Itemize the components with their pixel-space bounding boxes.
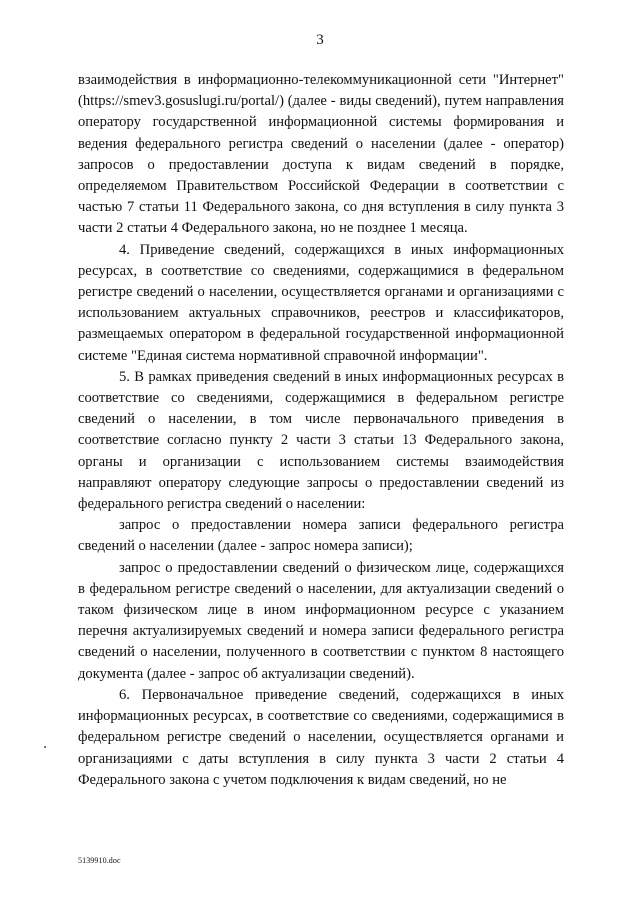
paragraph-6: 6. Первоначальное приведение сведений, содержащихся в иных информационных ресурсах, в соответствие со сведениями, содержащимися в федеральном регистре сведений о населении, осуществляется органами и организациями с даты вступления в силу пункта 3 части 2 статьи 4 Федерального закона с учетом подключения к видам сведений, но не bbox=[78, 686, 564, 788]
paragraph-continuation: взаимодействия в информационно-телекоммуникационной сети "Интернет" (https://smev3.gosuslugi.ru/portal/) (далее - виды сведений), путем направления оператору государственной информационной системы формирования и ведения федерального регистра сведений о населении (далее - оператор) запросов о предоставлении доступа к видам сведений в порядке, определяемом Правительством Российской Федерации в соответствии с частью 7 статьи 11 Федерального закона, со дня вступления в силу пункта 3 части 2 статьи 4 Федерального закона, но не позднее 1 месяца. bbox=[78, 72, 564, 237]
document-body bbox=[78, 70, 564, 791]
footer-document-code: 5139910.doc bbox=[78, 856, 121, 865]
paragraph-5-item-record-number-request: запрос о предоставлении номера записи федерального регистра сведений о населении (далее - запрос номера записи); bbox=[78, 517, 564, 555]
scan-speck bbox=[44, 746, 46, 748]
paragraph-5-item-update-request: запрос о предоставлении сведений о физическом лице, содержащихся в федеральном регистре сведений о населении, для актуализации сведений о таком физическом лице в ином информационном ресурсе с указанием перечня актуализируемых сведений и номера записи федерального регистра сведений о населении, полученного в соответствии с пунктом 8 настоящего документа (далее - запрос об актуализации сведений). bbox=[78, 559, 564, 682]
paragraph-5: 5. В рамках приведения сведений в иных информационных ресурсах в соответствие со сведениями, содержащимися в федеральном регистре сведений о населении, в том числе первоначального приведения в соответствие согласно пункту 2 части 3 статьи 13 Федерального закона, органы и организации с использованием системы взаимодействия направляют оператору следующие запросы о предоставлении сведений из федерального регистра сведений о населении: bbox=[78, 368, 564, 513]
paragraph-4: 4. Приведение сведений, содержащихся в иных информационных ресурсах, в соответствие со сведениями, содержащимися в федеральном регистре сведений о населении, осуществляется органами и организациями с использованием актуальных справочников, реестров и классификаторов, размещаемых оператором в федеральной государственной информационной системе "Единая система нормативной справочной информации". bbox=[78, 241, 564, 364]
page-number: 3 bbox=[316, 32, 324, 48]
